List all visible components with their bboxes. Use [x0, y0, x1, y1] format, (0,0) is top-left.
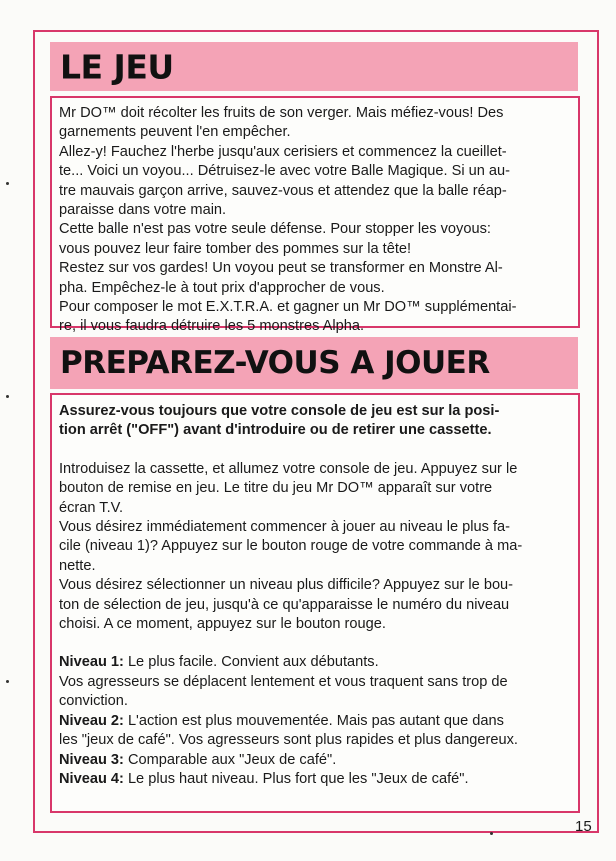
level-line	[59, 751, 570, 770]
level-text: L'action est plus mouvementée. Mais pas autant que dans	[123, 712, 504, 729]
scan-speck	[6, 182, 9, 185]
level-line	[59, 731, 570, 750]
page-number: 15	[575, 818, 592, 835]
text-line: Pour composer le mot E.X.T.R.A. et gagner un Mr DO™ supplémentai-	[59, 299, 517, 316]
text-line: bouton de remise en jeu. Le titre du jeu Mr DO™ apparaît sur votre	[59, 480, 493, 497]
section-banner-preparez	[50, 337, 578, 389]
level-text: Le plus haut niveau. Plus fort que les "Jeux de café".	[123, 770, 469, 787]
spacer	[59, 441, 570, 460]
level-text: les "jeux de café". Vos agresseurs sont plus rapides et plus dangereux.	[59, 732, 518, 749]
text-line: pha. Empêchez-le à tout prix d'approcher de vous.	[59, 279, 385, 296]
level-label: Niveau 2:	[59, 712, 124, 729]
scan-speck	[6, 395, 9, 398]
level-line	[59, 692, 570, 711]
level-label: Niveau 3:	[59, 751, 124, 768]
section-title: PREPAREZ-VOUS A JOUER	[60, 345, 490, 381]
scan-speck	[6, 680, 9, 683]
text-line: garnements peuvent l'en empêcher.	[59, 124, 291, 141]
section-banner-le-jeu	[50, 42, 578, 91]
scan-speck	[490, 832, 493, 835]
text-line: écran T.V.	[59, 499, 124, 516]
section-text-le-jeu	[59, 104, 570, 337]
level-text: Comparable aux "Jeux de café".	[123, 751, 337, 768]
level-text: conviction.	[59, 693, 128, 710]
text-line: Allez-y! Fauchez l'herbe jusqu'aux cerisiers et commencez la cueillet-	[59, 143, 507, 160]
text-line: vous pouvez leur faire tomber des pommes sur la tête!	[59, 240, 412, 257]
warning-line: Assurez-vous toujours que votre console de jeu est sur la posi-	[59, 403, 500, 419]
level-text: Vos agresseurs se déplacent lentement et vous traquent sans trop de	[59, 673, 508, 690]
section-text-preparez	[59, 402, 570, 789]
text-line: paraisse dans votre main.	[59, 202, 227, 219]
text-line: choisi. A ce moment, appuyez sur le bouton rouge.	[59, 616, 386, 633]
level-line	[59, 653, 570, 672]
level-line	[59, 673, 570, 692]
spacer	[59, 634, 570, 653]
text-line: tre mauvais garçon arrive, sauvez-vous et attendez que la balle réap-	[59, 182, 507, 199]
level-label: Niveau 4:	[59, 770, 124, 787]
level-line	[59, 770, 570, 789]
text-line: te... Voici un voyou... Détruisez-le avec votre Balle Magique. Si un au-	[59, 163, 511, 180]
text-line: Mr DO™ doit récolter les fruits de son verger. Mais méfiez-vous! Des	[59, 105, 504, 121]
text-line: ton de sélection de jeu, jusqu'à ce qu'apparaisse le numéro du niveau	[59, 596, 510, 613]
text-line: Cette balle n'est pas votre seule défense. Pour stopper les voyous:	[59, 221, 491, 238]
text-line: Vous désirez sélectionner un niveau plus difficile? Appuyez sur le bou-	[59, 577, 514, 594]
text-line: Vous désirez immédiatement commencer à jouer au niveau le plus fa-	[59, 519, 511, 536]
warning-line: tion arrêt ("OFF") avant d'introduire ou de retirer une cassette.	[59, 422, 492, 439]
text-line: nette.	[59, 557, 96, 574]
level-text: Le plus facile. Convient aux débutants.	[123, 654, 379, 671]
text-line: cile (niveau 1)? Appuyez sur le bouton rouge de votre commande à ma-	[59, 538, 523, 555]
level-label: Niveau 1:	[59, 654, 124, 671]
section-title: LE JEU	[60, 47, 174, 86]
text-line: Restez sur vos gardes! Un voyou peut se transformer en Monstre Al-	[59, 260, 503, 277]
level-line	[59, 712, 570, 731]
text-line: Introduisez la cassette, et allumez votre console de jeu. Appuyez sur le	[59, 460, 518, 477]
text-line: re, il vous faudra détruire les 5 monstres Alpha.	[59, 318, 365, 335]
